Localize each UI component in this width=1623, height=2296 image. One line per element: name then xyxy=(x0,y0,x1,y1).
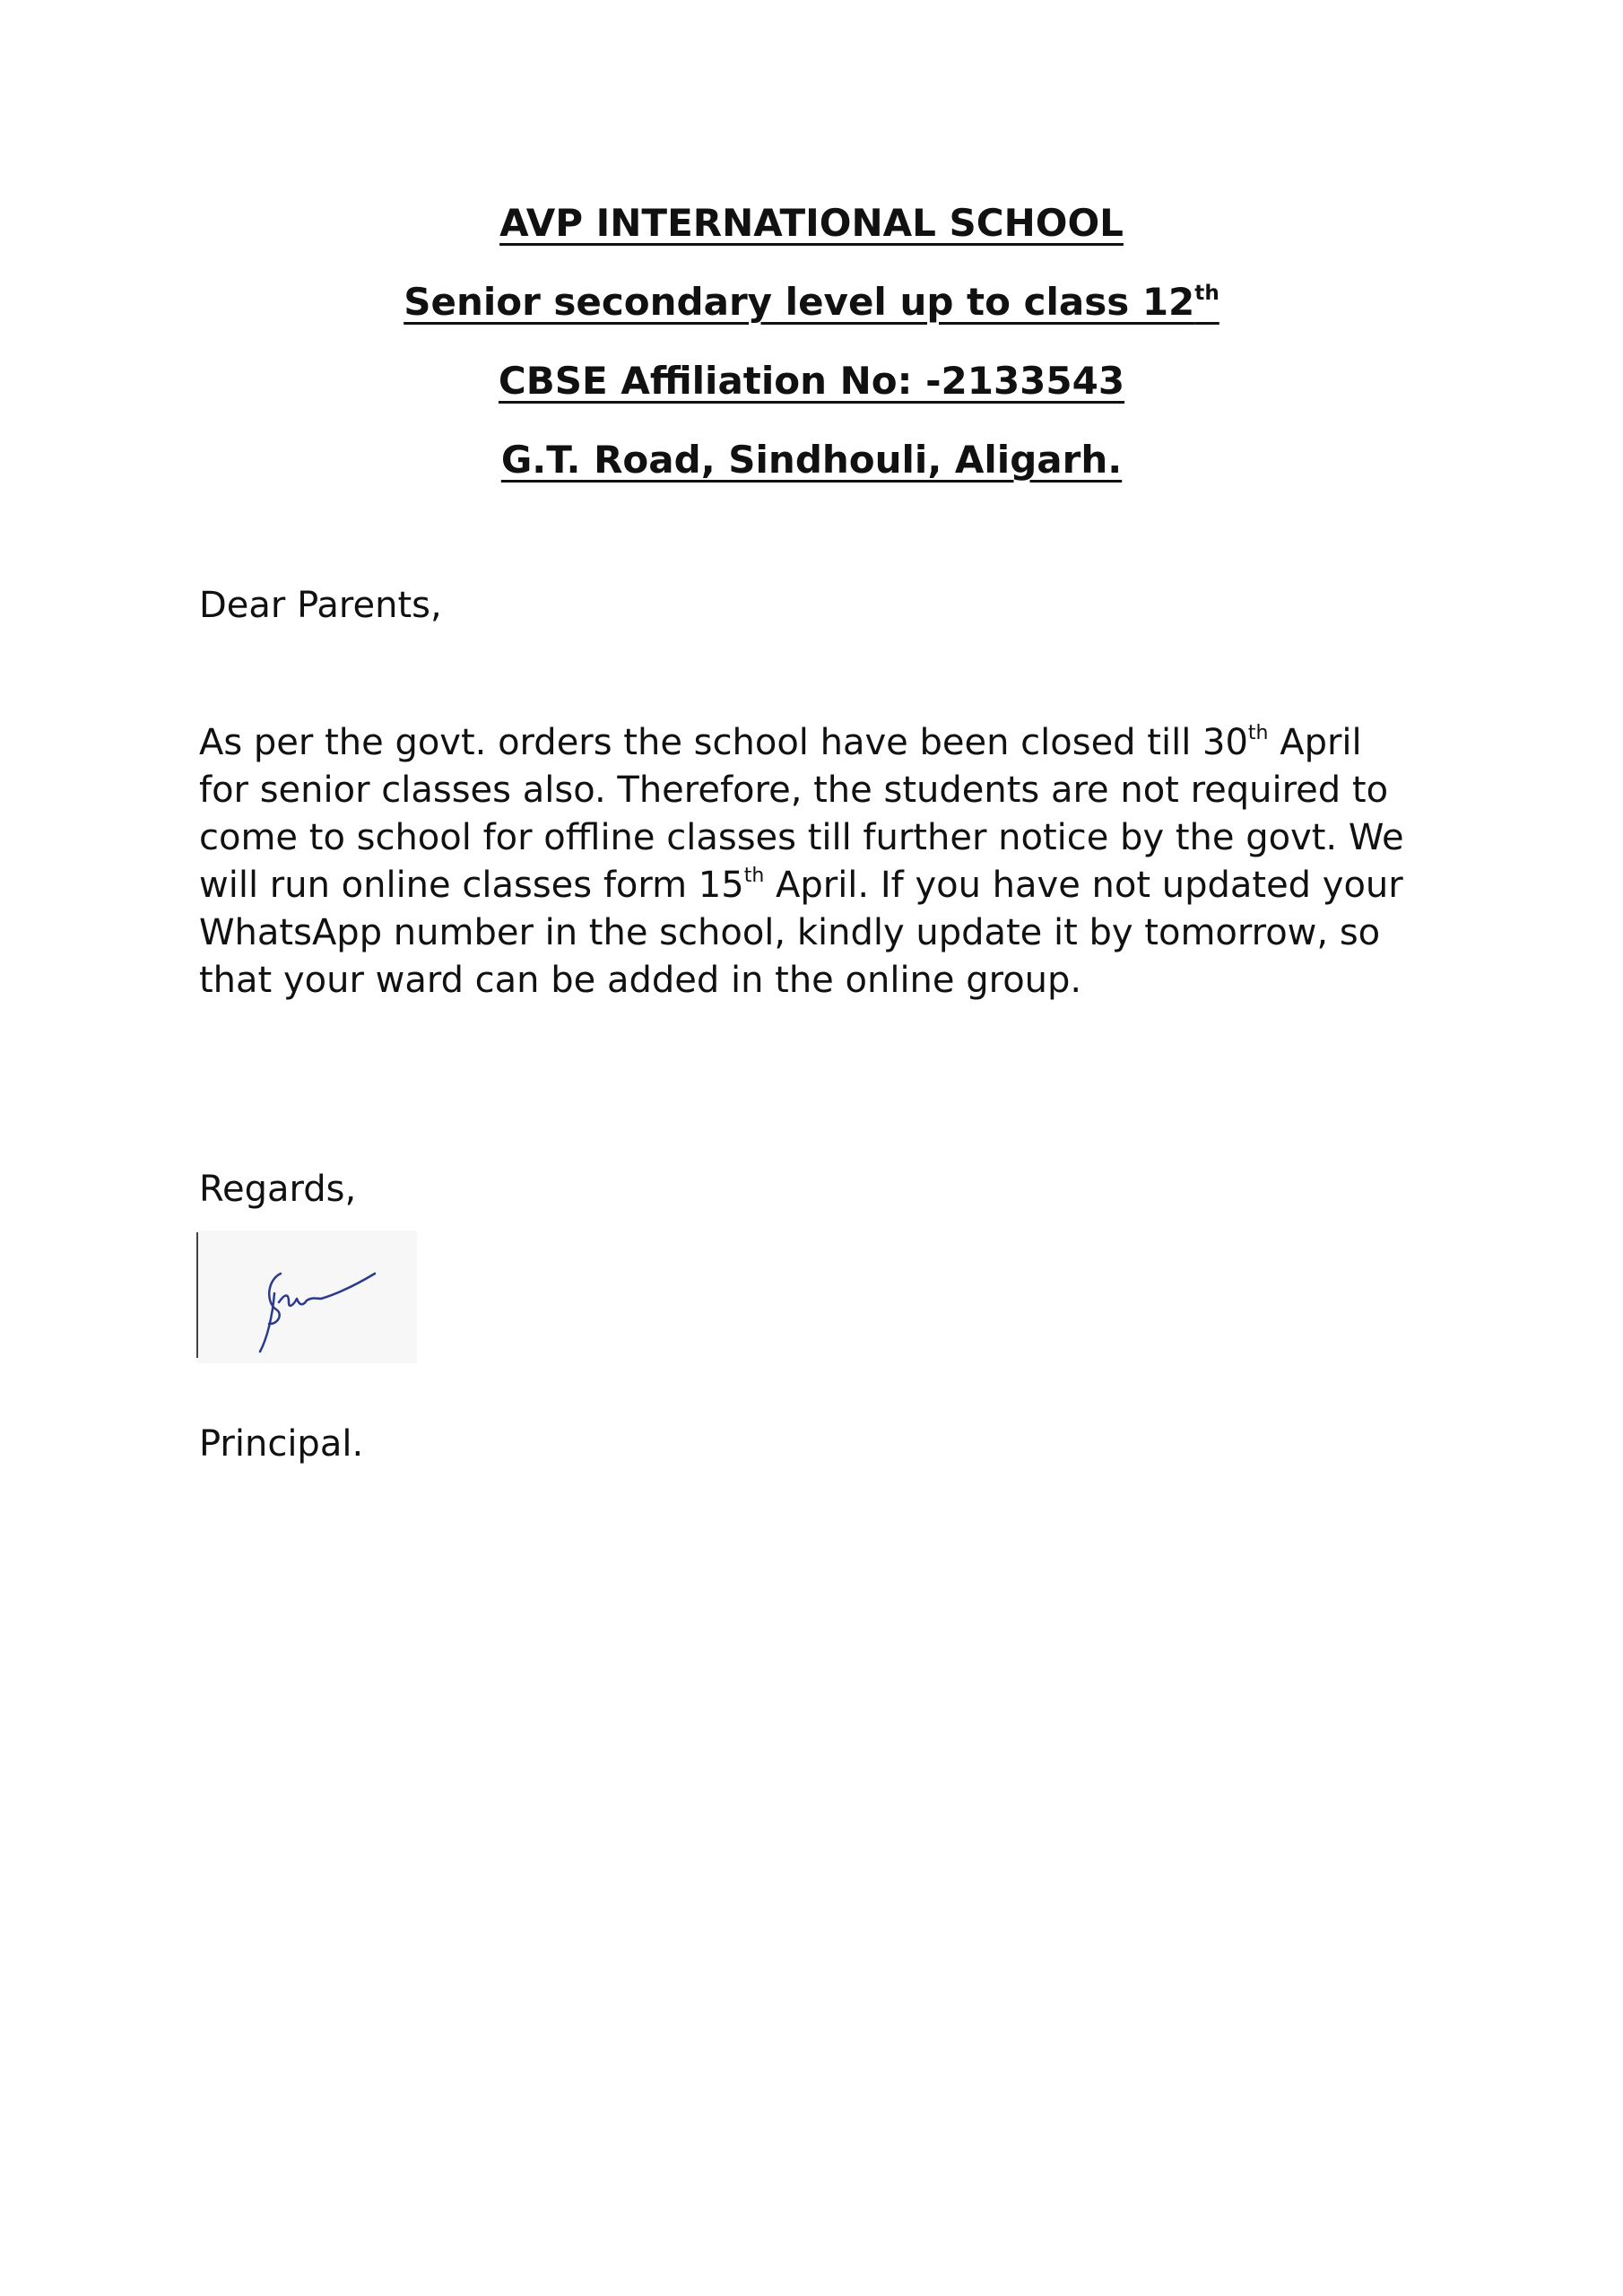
salutation: Dear Parents, xyxy=(199,585,442,626)
principal-signature-image xyxy=(195,1231,420,1365)
body-line-1-superscript: th xyxy=(1247,722,1269,745)
signatory-title: Principal. xyxy=(199,1423,364,1465)
body-line-2: for senior classes also. Therefore, the students are not required to xyxy=(199,770,1389,811)
body-line-1-text: As per the govt. orders the school have been closed till 30 xyxy=(199,722,1248,763)
address-heading xyxy=(0,438,1623,482)
level-heading xyxy=(0,280,1623,324)
school-name-heading xyxy=(0,201,1623,245)
school-address: G.T. Road, Sindhouli, Aligarh. xyxy=(500,438,1123,482)
body-line-3: come to school for offline classes till further notice by the govt. We xyxy=(199,817,1404,858)
body-line-4-text: will run online classes form 15 xyxy=(199,865,744,906)
body-line-4-tail: April. If you have not updated your xyxy=(764,865,1403,906)
level-text: Senior secondary level up to class 12 xyxy=(404,280,1195,324)
closing-regards: Regards, xyxy=(199,1169,357,1210)
body-line-6: that your ward can be added in the online group. xyxy=(199,960,1082,1001)
body-line-4-superscript: th xyxy=(743,865,765,888)
body-line-5: WhatsApp number in the school, kindly update it by tomorrow, so xyxy=(199,912,1381,953)
body-line-4 xyxy=(199,865,1403,906)
level-text-wrap xyxy=(404,280,1219,324)
affiliation-number: CBSE Affiliation No: -2133543 xyxy=(498,359,1125,403)
school-name: AVP INTERNATIONAL SCHOOL xyxy=(499,201,1124,245)
body-line-1-tail: April xyxy=(1268,722,1362,763)
signature-background xyxy=(197,1231,417,1363)
level-superscript: th xyxy=(1194,281,1219,305)
body-line-1 xyxy=(199,722,1362,763)
affiliation-heading xyxy=(0,359,1623,403)
